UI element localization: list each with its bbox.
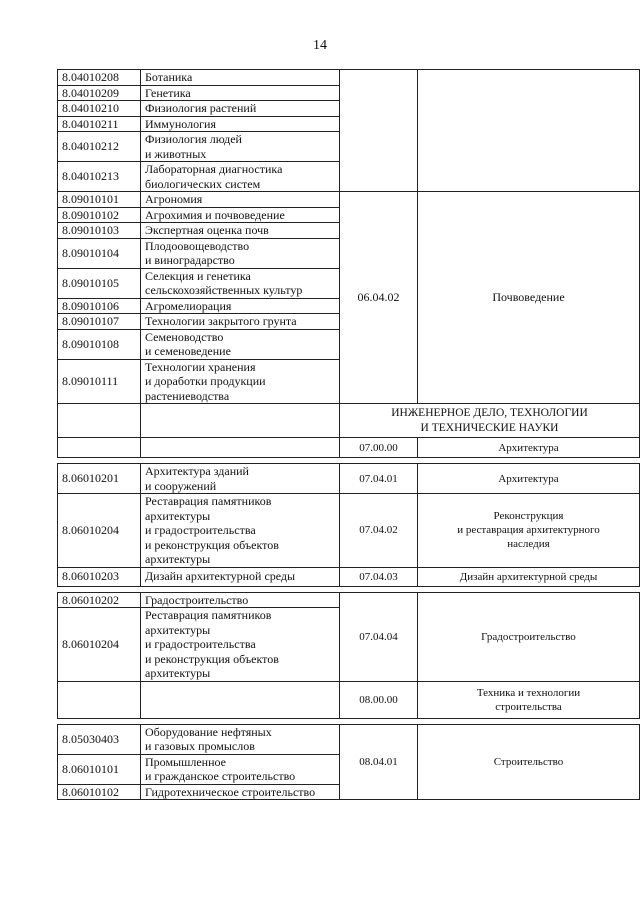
empty-cell: [141, 681, 340, 718]
old-name: Плодоовощеводство и виноградарство: [141, 238, 340, 268]
new-code: 06.04.02: [340, 192, 418, 404]
old-code: 8.09010105: [58, 268, 141, 298]
old-code: 8.09010107: [58, 314, 141, 330]
old-name: Селекция и генетика сельскохозяйственных культур: [141, 268, 340, 298]
table-row: [58, 494, 640, 568]
old-code: 8.09010101: [58, 192, 141, 208]
empty-cell: [58, 681, 141, 718]
old-name: Реставрация памятников архитектуры и градостроительства и реконструкция объектов архитектуры: [141, 494, 340, 568]
old-code: 8.05030403: [58, 724, 141, 754]
old-code: 8.06010204: [58, 494, 141, 568]
table-row: [58, 464, 640, 494]
old-name: Гидротехническое строительство: [141, 784, 340, 800]
section-heading-row: [58, 404, 640, 438]
old-name: Физиология людей и животных: [141, 132, 340, 162]
old-code: 8.09010104: [58, 238, 141, 268]
old-name: Иммунология: [141, 116, 340, 132]
section-heading: ИНЖЕНЕРНОЕ ДЕЛО, ТЕХНОЛОГИИ И ТЕХНИЧЕСКИЕ НАУКИ: [340, 404, 640, 438]
old-code: 8.06010203: [58, 567, 141, 586]
new-code: 07.04.02: [340, 494, 418, 568]
new-code: 07.04.01: [340, 464, 418, 494]
new-name: Реконструкция и реставрация архитектурного наследия: [418, 494, 640, 568]
old-code: 8.09010102: [58, 207, 141, 223]
table-row: [58, 724, 640, 754]
old-code: 8.04010213: [58, 162, 141, 192]
old-name: Промышленное и гражданское строительство: [141, 754, 340, 784]
table-row: [58, 70, 640, 86]
old-code: 8.06010202: [58, 592, 141, 608]
new-name-cell: [418, 70, 640, 192]
old-name: Агромелиорация: [141, 298, 340, 314]
empty-cell: [141, 404, 340, 438]
group-name: Техника и технологии строительства: [418, 681, 640, 718]
old-name: Генетика: [141, 85, 340, 101]
page-number: 14: [313, 38, 327, 53]
table-row: [58, 192, 640, 208]
old-name: Технологии закрытого грунта: [141, 314, 340, 330]
new-name: Архитектура: [418, 464, 640, 494]
new-name: Дизайн архитектурной среды: [418, 567, 640, 586]
old-code: 8.09010103: [58, 223, 141, 239]
old-name: Физиология растений: [141, 101, 340, 117]
old-code: 8.04010212: [58, 132, 141, 162]
old-code: 8.04010210: [58, 101, 141, 117]
old-code: 8.04010209: [58, 85, 141, 101]
old-code: 8.06010201: [58, 464, 141, 494]
new-name: Почвоведение: [418, 192, 640, 404]
group-row: [58, 681, 640, 718]
old-name: Агрономия: [141, 192, 340, 208]
old-name: Дизайн архитектурной среды: [141, 567, 340, 586]
old-code: 8.06010101: [58, 754, 141, 784]
new-name: Градостроительство: [418, 592, 640, 681]
old-code: 8.09010108: [58, 329, 141, 359]
old-name: Градостроительство: [141, 592, 340, 608]
table-row: [58, 592, 640, 608]
group-code: 08.00.00: [340, 681, 418, 718]
old-name: Архитектура зданий и сооружений: [141, 464, 340, 494]
old-name: Лабораторная диагностика биологических систем: [141, 162, 340, 192]
empty-cell: [58, 438, 141, 458]
group-code: 07.00.00: [340, 438, 418, 458]
group-row: [58, 438, 640, 458]
new-code: 07.04.03: [340, 567, 418, 586]
old-code: 8.09010106: [58, 298, 141, 314]
new-name: Строительство: [418, 724, 640, 800]
old-name: Оборудование нефтяных и газовых промыслов: [141, 724, 340, 754]
old-name: Технологии хранения и доработки продукции растениеводства: [141, 359, 340, 404]
old-name: Агрохимия и почвоведение: [141, 207, 340, 223]
old-code: 8.04010211: [58, 116, 141, 132]
group-name: Архитектура: [418, 438, 640, 458]
old-name: Семеноводство и семеноведение: [141, 329, 340, 359]
old-name: Ботаника: [141, 70, 340, 86]
old-code: 8.06010204: [58, 608, 141, 682]
old-code: 8.06010102: [58, 784, 141, 800]
new-code: 08.04.01: [340, 724, 418, 800]
table-row: [58, 567, 640, 586]
old-code: 8.09010111: [58, 359, 141, 404]
empty-cell: [141, 438, 340, 458]
old-name: Экспертная оценка почв: [141, 223, 340, 239]
new-code: 07.04.04: [340, 592, 418, 681]
old-name: Реставрация памятников архитектуры и градостроительства и реконструкция объектов архитектуры: [141, 608, 340, 682]
empty-cell: [58, 404, 141, 438]
new-code-cell: [340, 70, 418, 192]
specialty-correspondence-table: [57, 69, 640, 800]
old-code: 8.04010208: [58, 70, 141, 86]
